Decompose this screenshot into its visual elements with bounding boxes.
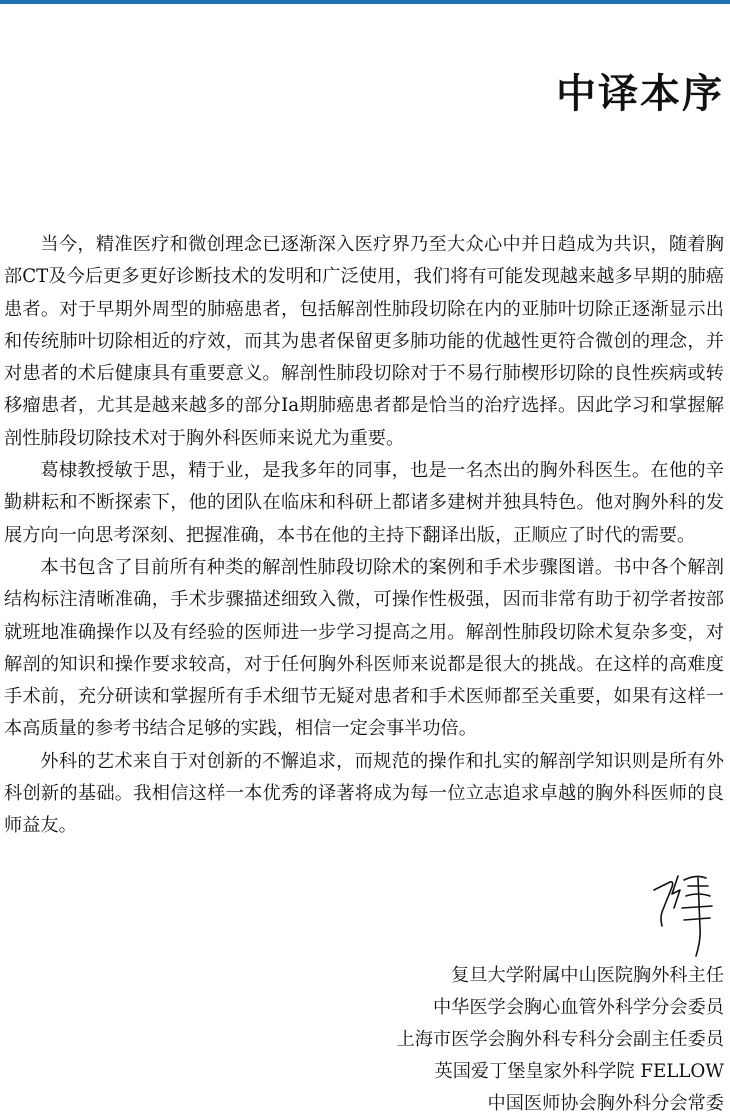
- preface-paragraph: 本书包含了目前所有种类的解剖性肺段切除术的案例和手术步骤图谱。书中各个解剖结构标注清晰准确，手术步骤描述细致入微，可操作性极强，因而非常有助于初学者按部就班地准确操作以及有经验的医师进一步学习提高之用。解剖性肺段切除术复杂多变，对解剖的知识和操作要求较高，对于任何胸外科医师来说都是很大的挑战。在这样的高难度手术前，充分研读和掌握所有手术细节无疑对患者和手术医师都至关重要，如果有这样一本高质量的参考书结合足够的实践，相信一定会事半功倍。: [4, 556, 724, 740]
- preface-paragraph: 外科的艺术来自于对创新的不懈追求，而规范的操作和扎实的解剖学知识则是所有外科创新的基础。我相信这样一本优秀的译著将成为每一位立志追求卓越的胸外科医师的良师益友。: [4, 750, 724, 837]
- page-title: 中译本序: [556, 71, 724, 117]
- preface-body: [4, 229, 724, 843]
- affiliation-line: 复旦大学附属中山医院胸外科主任: [451, 965, 724, 986]
- preface-paragraph: 葛棣教授敏于思，精于业，是我多年的同事，也是一名杰出的胸外科医生。在他的辛勤耕耘和不断探索下，他的团队在临床和科研上都诸多建树并独具特色。他对胸外科的发展方向一向思考深刻、把握准确，本书在他的主持下翻译出版，正顺应了时代的需要。: [4, 460, 724, 546]
- author-affiliations: [397, 960, 724, 1120]
- preface-paragraph: 当今，精准医疗和微创理念已逐渐深入医疗界乃至大众心中并日趋成为共识，随着胸部CT及今后更多更好诊断技术的发明和广泛使用，我们将有可能发现越来越多早期的肺癌患者。对于早期外周型的肺癌患者，包括解剖性肺段切除在内的亚肺叶切除正逐渐显示出和传统肺叶切除相近的疗效，而其为患者保留更多肺功能的优越性更符合微创的理念，并对患者的术后健康具有重要意义。解剖性肺段切除对于不易行肺楔形切除的良性疾病或转移瘤患者，尤其是越来越多的部分Ia期肺癌患者都是恰当的治疗选择。因此学习和掌握解剖性肺段切除技术对于胸外科医师来说尤为重要。: [4, 234, 724, 449]
- affiliation-line: 上海市医学会胸外科专科分会副主任委员: [396, 1029, 724, 1050]
- affiliation-line: 英国爱丁堡皇家外科学院 FELLOW: [434, 1061, 724, 1082]
- affiliation-line: 中华医学会胸心血管外科学分会委员: [432, 997, 724, 1018]
- top-border-rule: [0, 0, 730, 4]
- signature-icon: [650, 868, 720, 963]
- affiliation-line: 中国医师协会胸外科分会常委: [487, 1093, 724, 1114]
